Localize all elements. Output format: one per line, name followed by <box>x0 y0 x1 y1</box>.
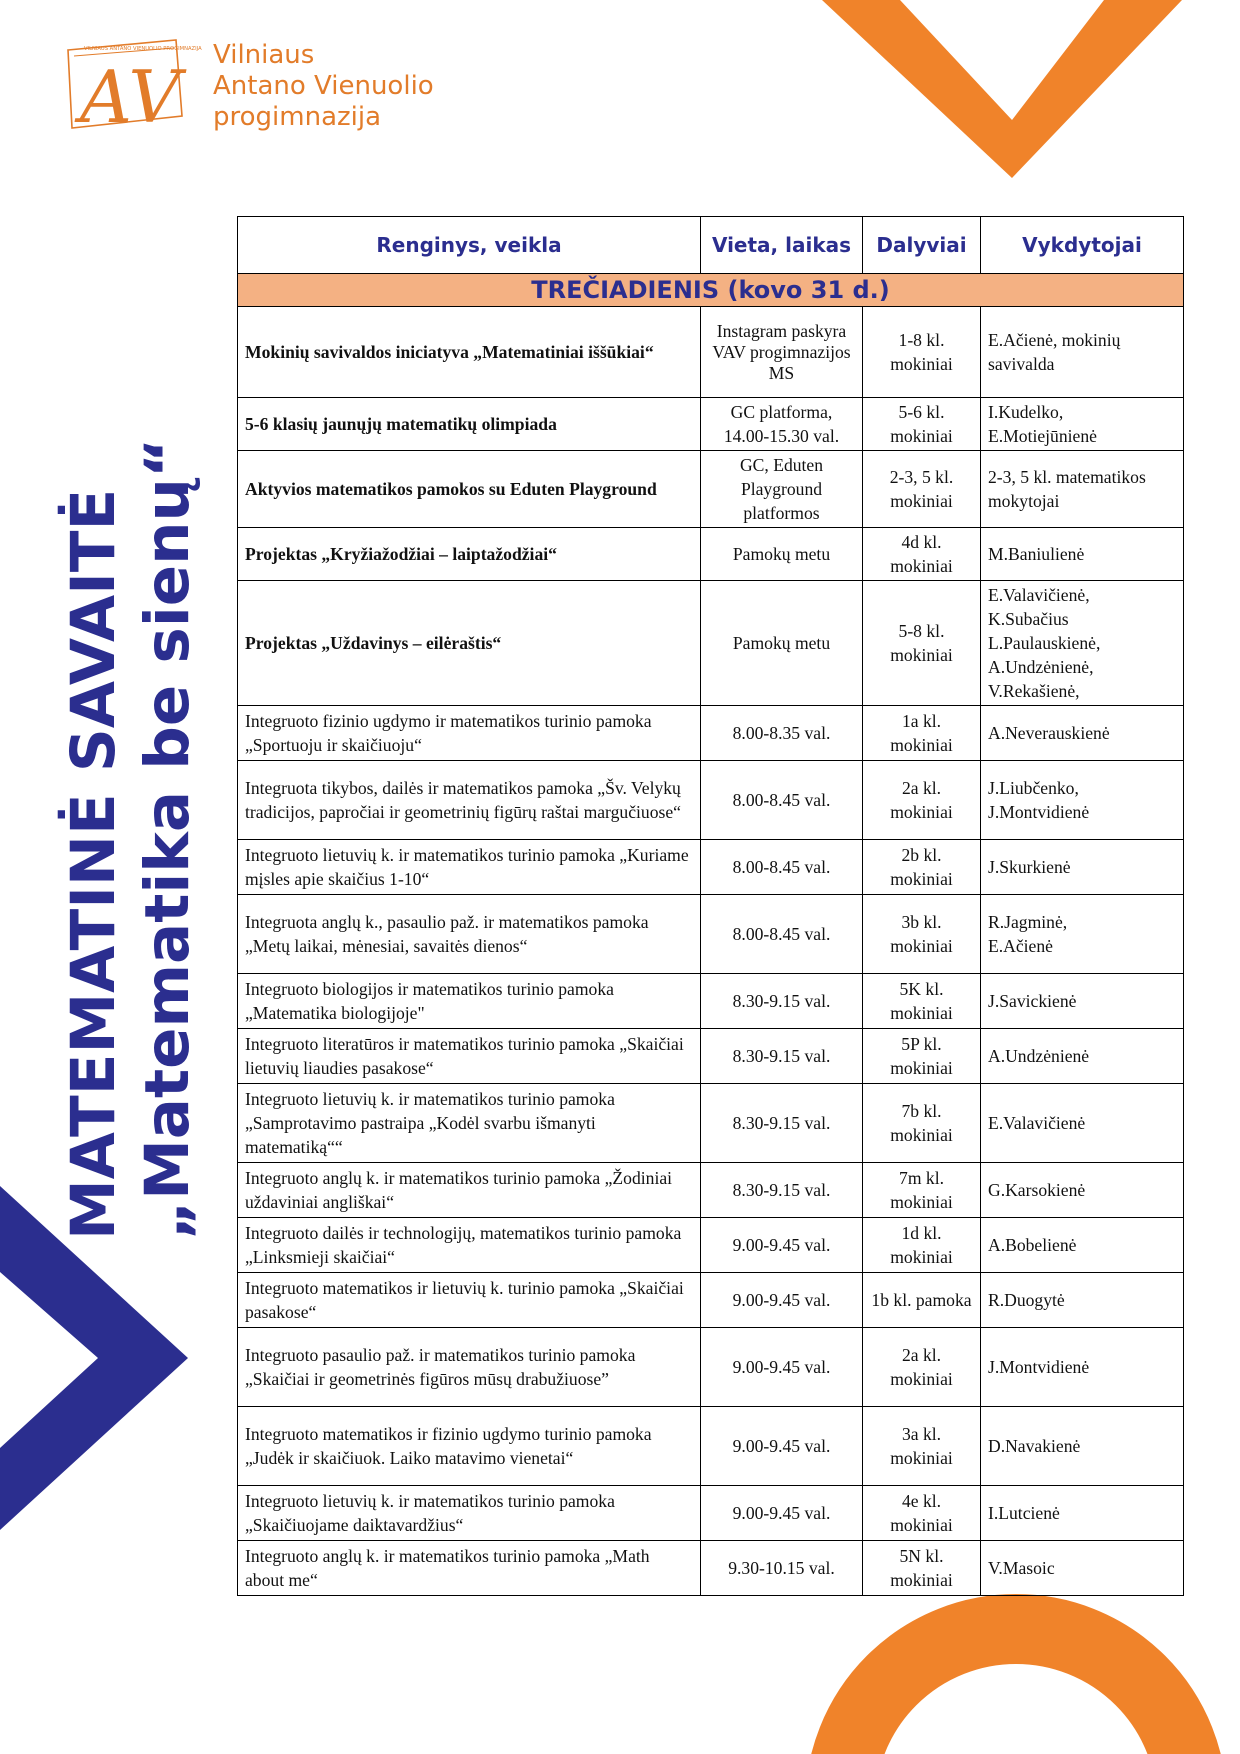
activity-cell: Integruoto anglų k. ir matematikos turinio pamoka „Math about me“ <box>238 1541 701 1596</box>
place-time-cell: 8.00-8.45 val. <box>701 895 863 974</box>
activity-cell: Integruoto pasaulio paž. ir matematikos turinio pamoka „Skaičiai ir geometrinės figūros mūsų drabužiuose” <box>238 1328 701 1407</box>
activity-cell: Integruoto matematikos ir lietuvių k. turinio pamoka „Skaičiai pasakose“ <box>238 1273 701 1328</box>
organizers-cell: E.Ačienė, mokinių savivalda <box>981 307 1184 398</box>
table-row <box>238 761 1184 840</box>
orange-chevron-top <box>822 0 1182 178</box>
activity-cell: Integruoto lietuvių k. ir matematikos turinio pamoka „Kuriame mįsles apie skaičius 1-10“ <box>238 840 701 895</box>
day-row <box>238 274 1184 307</box>
organizers-cell: I.Lutcienė <box>981 1486 1184 1541</box>
place-time-cell: 8.30-9.15 val. <box>701 974 863 1029</box>
svg-text:AV: AV <box>80 55 181 139</box>
table-row <box>238 895 1184 974</box>
participants-cell: 7b kl. mokiniai <box>863 1084 981 1163</box>
activity-cell: Integruoto matematikos ir fizinio ugdymo turinio pamoka „Judėk ir skaičiuok. Laiko matavimo vienetai“ <box>238 1407 701 1486</box>
place-time-cell: Instagram paskyra VAV progimnazijos MS <box>701 307 863 398</box>
organizers-cell: J.Savickienė <box>981 974 1184 1029</box>
organizers-cell: A.Neverauskienė <box>981 706 1184 761</box>
table-header-row <box>238 217 1184 274</box>
school-name-line: progimnazija <box>213 102 382 132</box>
side-title-line-2: „Matematika be sienų“ <box>132 437 203 1240</box>
school-logo <box>66 36 496 146</box>
place-time-cell: 8.00-8.45 val. <box>701 840 863 895</box>
table-row <box>238 1328 1184 1407</box>
activity-cell: Integruoto lietuvių k. ir matematikos turinio pamoka „Skaičiuojame daiktavardžius“ <box>238 1486 701 1541</box>
participants-cell: 1a kl. mokiniai <box>863 706 981 761</box>
organizers-cell: J.Montvidienė <box>981 1328 1184 1407</box>
place-time-cell: 9.30-10.15 val. <box>701 1541 863 1596</box>
activity-cell: Integruoto dailės ir technologijų, matematikos turinio pamoka „Linksmieji skaičiai“ <box>238 1218 701 1273</box>
table-row <box>238 1541 1184 1596</box>
organizers-cell: J.Liubčenko, J.Montvidienė <box>981 761 1184 840</box>
place-time-cell: Pamokų metu <box>701 528 863 581</box>
place-time-cell: 8.00-8.45 val. <box>701 761 863 840</box>
table-row <box>238 581 1184 706</box>
organizers-cell: M.Baniulienė <box>981 528 1184 581</box>
table-row <box>238 451 1184 528</box>
activity-cell: Aktyvios matematikos pamokos su Eduten Playground <box>238 451 701 528</box>
organizers-cell: E.Valavičienė, K.Subačius L.Paulauskienė, A.Undzėnienė, V.Rekašienė, <box>981 581 1184 706</box>
participants-cell: 2b kl. mokiniai <box>863 840 981 895</box>
organizers-cell: R.Jagminė, E.Ačienė <box>981 895 1184 974</box>
activity-cell: Integruoto biologijos ir matematikos turinio pamoka „Matematika biologijoje" <box>238 974 701 1029</box>
table-row <box>238 840 1184 895</box>
table-row <box>238 1163 1184 1218</box>
place-time-cell: 8.30-9.15 val. <box>701 1084 863 1163</box>
table-row <box>238 528 1184 581</box>
school-name-line: Vilniaus <box>213 40 315 70</box>
organizers-cell: I.Kudelko, E.Motiejūnienė <box>981 398 1184 451</box>
table-row <box>238 706 1184 761</box>
organizers-cell: A.Bobelienė <box>981 1218 1184 1273</box>
participants-cell: 2a kl. mokiniai <box>863 761 981 840</box>
day-label: TREČIADIENIS (kovo 31 d.) <box>238 274 1184 307</box>
schedule-table <box>237 216 1184 1596</box>
activity-cell: Projektas „Kryžiažodžiai – laiptažodžiai“ <box>238 528 701 581</box>
organizers-cell: D.Navakienė <box>981 1407 1184 1486</box>
organizers-cell: 2-3, 5 kl. matematikos mokytojai <box>981 451 1184 528</box>
organizers-cell: R.Duogytė <box>981 1273 1184 1328</box>
table-row <box>238 307 1184 398</box>
orange-ring-bottom <box>840 1629 1192 1754</box>
table-row <box>238 974 1184 1029</box>
place-time-cell: GC platforma, 14.00-15.30 val. <box>701 398 863 451</box>
svg-text:VILNIAUS ANTANO VIENUOLIO PROG: VILNIAUS ANTANO VIENUOLIO PROGIMNAZIJA <box>84 46 202 52</box>
side-title <box>58 320 204 1240</box>
activity-cell: Integruoto literatūros ir matematikos turinio pamoka „Skaičiai lietuvių liaudies pasakose“ <box>238 1029 701 1084</box>
activity-cell: Mokinių savivaldos iniciatyva „Matematiniai iššūkiai“ <box>238 307 701 398</box>
organizers-cell: E.Valavičienė <box>981 1084 1184 1163</box>
school-logo-icon <box>66 36 202 140</box>
school-name-line: Antano Vienuolio <box>213 71 434 101</box>
place-time-cell: 8.00-8.35 val. <box>701 706 863 761</box>
participants-cell: 4e kl. mokiniai <box>863 1486 981 1541</box>
place-time-cell: 9.00-9.45 val. <box>701 1328 863 1407</box>
table-row <box>238 1084 1184 1163</box>
place-time-cell: Pamokų metu <box>701 581 863 706</box>
participants-cell: 5P kl. mokiniai <box>863 1029 981 1084</box>
participants-cell: 5-8 kl. mokiniai <box>863 581 981 706</box>
table-row <box>238 398 1184 451</box>
header-activity: Renginys, veikla <box>238 217 701 274</box>
participants-cell: 3b kl. mokiniai <box>863 895 981 974</box>
participants-cell: 5K kl. mokiniai <box>863 974 981 1029</box>
organizers-cell: G.Karsokienė <box>981 1163 1184 1218</box>
participants-cell: 7m kl. mokiniai <box>863 1163 981 1218</box>
header-organizers: Vykdytojai <box>981 217 1184 274</box>
participants-cell: 1b kl. pamoka <box>863 1273 981 1328</box>
table-row <box>238 1029 1184 1084</box>
school-name <box>213 40 434 133</box>
participants-cell: 1-8 kl. mokiniai <box>863 307 981 398</box>
participants-cell: 2a kl. mokiniai <box>863 1328 981 1407</box>
participants-cell: 5N kl. mokiniai <box>863 1541 981 1596</box>
activity-cell: 5-6 klasių jaunųjų matematikų olimpiada <box>238 398 701 451</box>
place-time-cell: 9.00-9.45 val. <box>701 1273 863 1328</box>
participants-cell: 4d kl. mokiniai <box>863 528 981 581</box>
participants-cell: 2-3, 5 kl. mokiniai <box>863 451 981 528</box>
activity-cell: Integruoto anglų k. ir matematikos turinio pamoka „Žodiniai uždaviniai angliškai“ <box>238 1163 701 1218</box>
place-time-cell: GC, Eduten Playground platformos <box>701 451 863 528</box>
organizers-cell: V.Masoic <box>981 1541 1184 1596</box>
header-place-time: Vieta, laikas <box>701 217 863 274</box>
activity-cell: Integruoto fizinio ugdymo ir matematikos turinio pamoka „Sportuoju ir skaičiuoju“ <box>238 706 701 761</box>
place-time-cell: 9.00-9.45 val. <box>701 1486 863 1541</box>
activity-cell: Integruoto lietuvių k. ir matematikos turinio pamoka „Samprotavimo pastraipa „Kodėl svarbu išmanyti matematiką““ <box>238 1084 701 1163</box>
table-row <box>238 1273 1184 1328</box>
place-time-cell: 8.30-9.15 val. <box>701 1163 863 1218</box>
place-time-cell: 9.00-9.45 val. <box>701 1407 863 1486</box>
organizers-cell: J.Skurkienė <box>981 840 1184 895</box>
activity-cell: Integruota tikybos, dailės ir matematikos pamoka „Šv. Velykų tradicijos, papročiai ir geometrinių figūrų raštai margučiuose“ <box>238 761 701 840</box>
activity-cell: Integruota anglų k., pasaulio paž. ir matematikos pamoka „Metų laikai, mėnesiai, savaitės dienos“ <box>238 895 701 974</box>
participants-cell: 3a kl. mokiniai <box>863 1407 981 1486</box>
side-title-line-1: MATEMATINĖ SAVAITĖ <box>58 488 129 1240</box>
participants-cell: 5-6 kl. mokiniai <box>863 398 981 451</box>
table-row <box>238 1407 1184 1486</box>
table-row <box>238 1486 1184 1541</box>
activity-cell: Projektas „Uždavinys – eilėraštis“ <box>238 581 701 706</box>
header-participants: Dalyviai <box>863 217 981 274</box>
participants-cell: 1d kl. mokiniai <box>863 1218 981 1273</box>
table-row <box>238 1218 1184 1273</box>
organizers-cell: A.Undzėnienė <box>981 1029 1184 1084</box>
place-time-cell: 9.00-9.45 val. <box>701 1218 863 1273</box>
place-time-cell: 8.30-9.15 val. <box>701 1029 863 1084</box>
